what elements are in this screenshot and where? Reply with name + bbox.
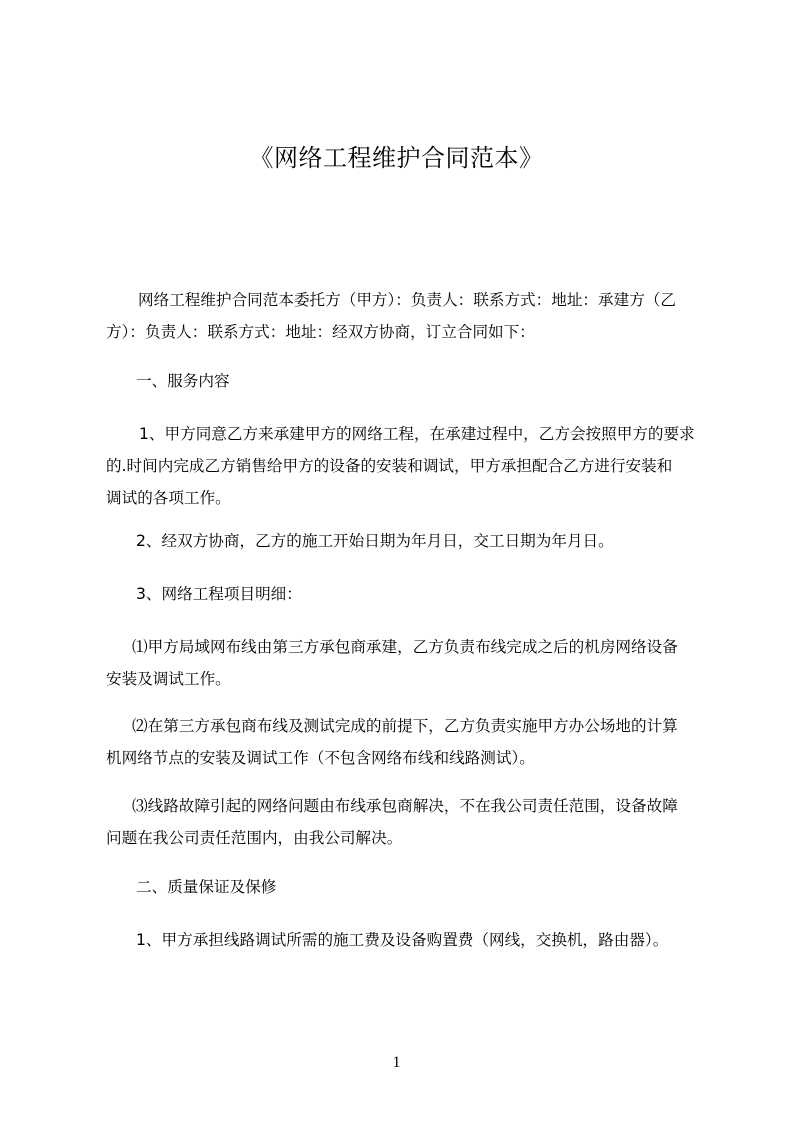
page-number: 1 xyxy=(392,1054,401,1071)
sub-item-2-line-2: 机网络节点的安装及调试工作（不包含网络布线和线路测试）。 xyxy=(106,749,535,767)
sub-item-3-paragraph xyxy=(106,790,708,854)
sub-item-1-paragraph xyxy=(106,631,708,695)
item-2-text: 2、经双方协商，乙方的施工开始日期为年月日，交工日期为年月日。 xyxy=(136,532,614,550)
item-1-line-2: 的.时间内完成乙方销售给甲方的设备的安装和调试，甲方承担配合乙方进行安装和 xyxy=(106,457,673,475)
sub-item-2-paragraph xyxy=(106,710,708,774)
sub-item-1-line-2: 安装及调试工作。 xyxy=(106,670,231,688)
intro-line-1: 网络工程维护合同范本委托方（甲方）：负责人：联系方式：地址：承建方（乙 xyxy=(138,291,676,309)
intro-paragraph xyxy=(106,284,708,348)
sub-item-2-line-1: ⑵在第三方承包商布线及测试完成的前提下，乙方负责实施甲方办公场地的计算 xyxy=(132,717,678,735)
document-title: 《网络工程维护合同范本》 xyxy=(249,144,544,172)
section-2-item-1-paragraph xyxy=(106,924,708,956)
intro-line-2: 方）：负责人：联系方式：地址：经双方协商，订立合同如下： xyxy=(106,323,535,341)
section-2-item-1-text: 1、甲方承担线路调试所需的施工费及设备购置费（网线，交换机，路由器）。 xyxy=(136,931,669,949)
section-2-heading-text: 二、质量保证及保修 xyxy=(136,878,277,896)
section-1-heading-text: 一、服务内容 xyxy=(136,372,230,390)
sub-item-3-line-1: ⑶线路故障引起的网络问题由布线承包商解决，不在我公司责任范围，设备故障 xyxy=(132,797,678,815)
sub-item-1-line-1: ⑴甲方局域网布线由第三方承包商承建，乙方负责布线完成之后的机房网络设备 xyxy=(132,638,678,656)
item-1-line-1: 1、甲方同意乙方来承建甲方的网络工程，在承建过程中，乙方会按照甲方的要求 xyxy=(139,425,695,443)
item-2-paragraph xyxy=(106,525,708,557)
section-1-heading xyxy=(106,365,708,397)
sub-item-3-line-2: 问题在我公司责任范围内，由我公司解决。 xyxy=(106,829,403,847)
item-1-paragraph xyxy=(106,418,708,514)
item-3-text: 3、网络工程项目明细： xyxy=(136,585,302,603)
section-2-heading xyxy=(106,871,708,903)
item-1-line-3: 调试的各项工作。 xyxy=(106,489,231,507)
item-3-paragraph xyxy=(106,578,708,610)
